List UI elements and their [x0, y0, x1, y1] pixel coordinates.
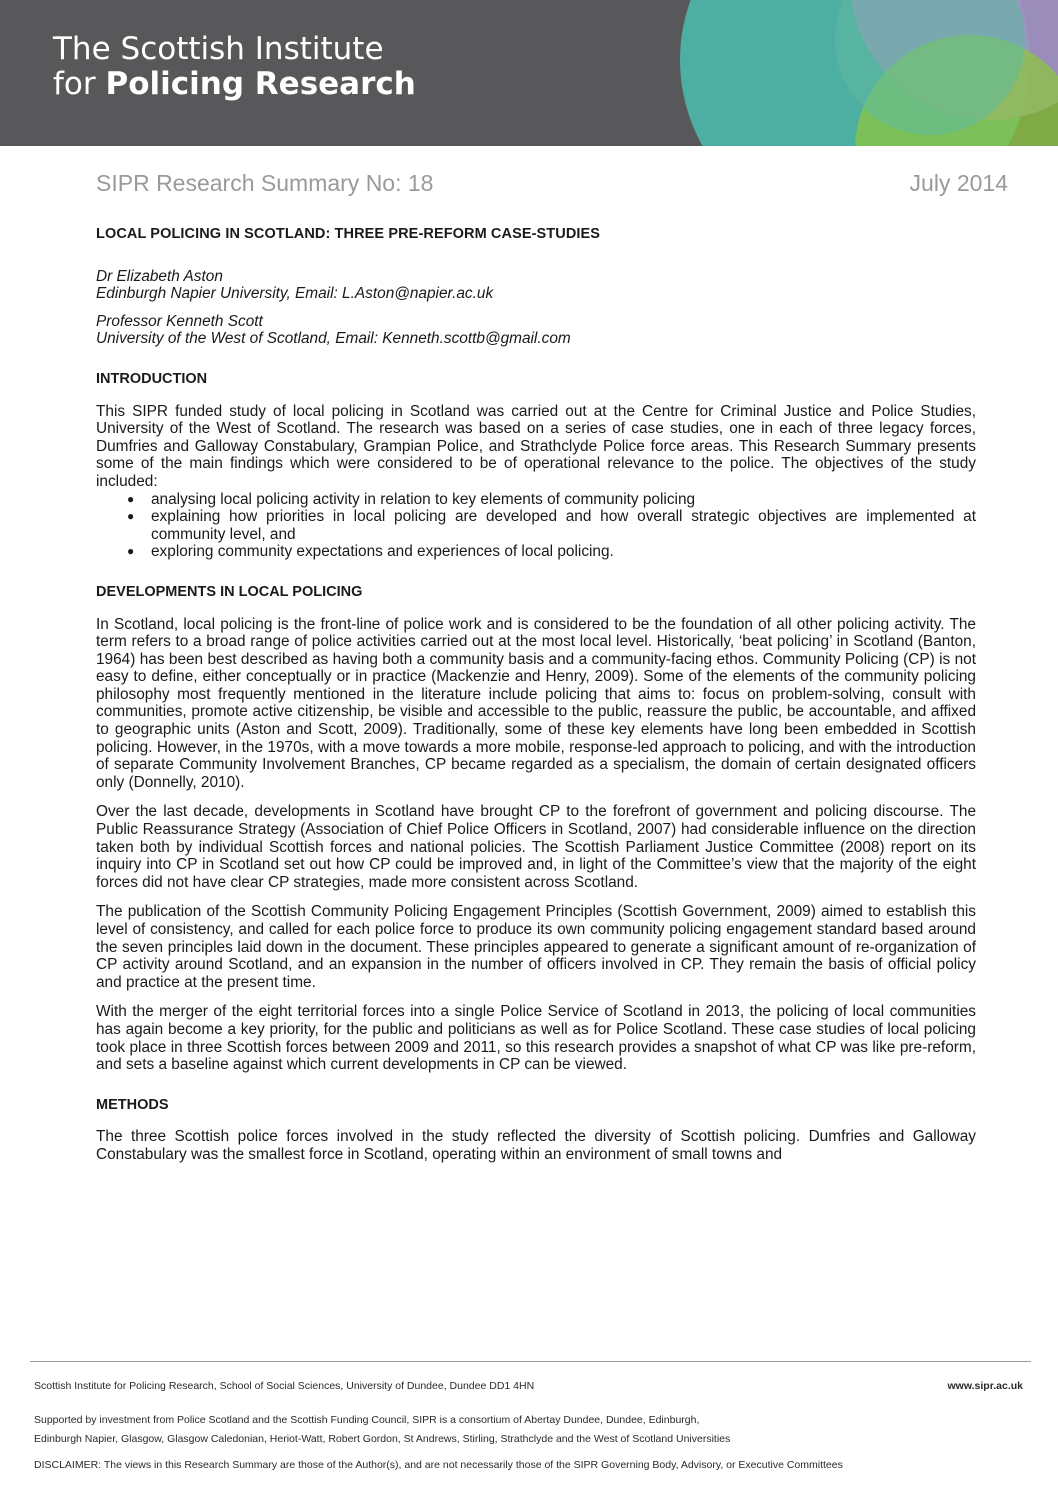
org-name-line2-prefix: for	[53, 65, 106, 102]
section-heading-introduction: INTRODUCTION	[96, 370, 208, 387]
footer-support-text	[34, 1411, 1029, 1449]
author-affiliation: Edinburgh Napier University, Email: L.Aston@napier.ac.uk	[96, 285, 494, 303]
footer-disclaimer: DISCLAIMER: The views in this Research Summary are those of the Author(s), and are not necessarily those of the SIPR Governing Body, Advisory, or Executive Committees	[34, 1459, 843, 1471]
author-block	[96, 313, 976, 348]
list-item-text: explaining how priorities in local policing are developed and how overall strategic objectives are implemented at community level, and	[151, 508, 976, 543]
author-affiliation: University of the West of Scotland, Email: Kenneth.scottb@gmail.com	[96, 330, 571, 348]
series-label: SIPR Research Summary No: 18	[96, 170, 434, 196]
footer-support-line: Supported by investment from Police Scotland and the Scottish Funding Council, SIPR is a consortium of Abertay Dundee, Dundee, Edinburgh,	[34, 1414, 700, 1426]
bullet-icon: ●	[127, 509, 135, 524]
list-item-text: exploring community expectations and experiences of local policing.	[151, 543, 614, 561]
developments-paragraph: The publication of the Scottish Community Policing Engagement Principles (Scottish Government, 2009) aimed to establish this level of consistency, and called for each police force to produce its own community policing engagement standard based around the seven principles laid down in the document. These principles appeared to generate a significant amount of re-organization of CP activity around Scotland, and an expansion in the number of officers involved in CP. They remain the basis of official policy and practice at the present time.	[96, 903, 976, 991]
author-block	[96, 268, 976, 303]
document-body	[96, 226, 976, 1176]
org-name-line1: The Scottish Institute	[53, 31, 384, 67]
footer-divider	[30, 1361, 1031, 1362]
methods-paragraph: The three Scottish police forces involved in the study reflected the diversity of Scottish policing. Dumfries and Galloway Constabulary was the smallest force in Scotland, operating within an environment of small towns and	[96, 1128, 976, 1163]
document-title: LOCAL POLICING IN SCOTLAND: THREE PRE-REFORM CASE-STUDIES	[96, 226, 601, 242]
org-name-line2-bold: Policing Research	[105, 65, 416, 102]
org-logotype	[53, 32, 416, 101]
series-date: July 2014	[909, 170, 1008, 196]
developments-paragraph: With the merger of the eight territorial forces into a single Police Service of Scotland in 2013, the policing of local communities has again become a key priority, for the public and politicians as well as for Police Scotland. These case studies of local policing took place in three Scottish forces between 2009 and 2011, so this research provides a snapshot of what CP was like pre-reform, and sets a baseline against which current developments in CP can be viewed.	[96, 1003, 976, 1074]
list-item-text: analysing local policing activity in relation to key elements of community policing	[151, 490, 696, 508]
footer-address: Scottish Institute for Policing Research, School of Social Sciences, University of Dundee, Dundee DD1 4HN	[34, 1380, 535, 1392]
list-item	[127, 490, 976, 509]
section-heading-developments: DEVELOPMENTS IN LOCAL POLICING	[96, 583, 363, 600]
header-banner	[0, 0, 1058, 146]
series-line	[96, 170, 1008, 202]
footer-website-link[interactable]: www.sipr.ac.uk	[947, 1380, 1023, 1392]
footer-support-line: Edinburgh Napier, Glasgow, Glasgow Caledonian, Heriot-Watt, Robert Gordon, St Andrews, Stirling, Strathclyde and the West of Scotland Universities	[34, 1433, 731, 1445]
introduction-paragraph: This SIPR funded study of local policing in Scotland was carried out at the Centre for Criminal Justice and Police Studies, University of the West of Scotland. The research was based on a series of case studies, one in each of three legacy forces, Dumfries and Galloway Constabulary, Grampian Police, and Strathclyde Police force areas. This Research Summary presents some of the main findings which were considered to be of operational relevance to the police. The objectives of the study included:	[96, 402, 976, 490]
list-item	[127, 508, 976, 543]
author-name: Dr Elizabeth Aston	[96, 267, 223, 285]
developments-paragraph: Over the last decade, developments in Scotland have brought CP to the forefront of government and policing discourse. The Public Reassurance Strategy (Association of Chief Police Officers in Scotland, 2007) had considerable influence on the direction taken both by individual Scottish forces and national policies. The Scottish Parliament Justice Committee (2008) report on its inquiry into CP in Scotland set out how CP could be improved and, in light of the Committee’s view that the majority of the eight forces did not have clear CP strategies, made more consistent across Scotland.	[96, 803, 976, 891]
developments-paragraph: In Scotland, local policing is the front-line of police work and is considered to be the foundation of all other policing activity. The term refers to a broad range of police activities carried out at the most local level. Historically, ‘beat policing’ in Scotland (Banton, 1964) has been best described as having both a community basis and a community-facing ethos. Community Policing (CP) is not easy to define, either conceptually or in practice (Mackenzie and Henry, 2009). Some of the elements of the community policing philosophy most frequently mentioned in the literature include policing that aims to: focus on problem-solving, consult with communities, promote active citizenship, be visible and accessible to the public, reassure the public, be accountable, and affixed to geographic units (Aston and Scott, 2009). Traditionally, some of these key elements have long been embedded in Scottish policing. However, in the 1970s, with a move towards a more mobile, response-led approach to policing, and with the introduction of separate Community Involvement Branches, CP became regarded as a specialism, the domain of certain designated officers only (Donnelly, 2010).	[96, 615, 976, 791]
org-name-line2	[53, 67, 416, 102]
bullet-icon: ●	[127, 491, 135, 506]
decorative-circles-graphic	[640, 0, 1058, 146]
section-heading-methods: METHODS	[96, 1096, 169, 1113]
author-name: Professor Kenneth Scott	[96, 312, 263, 330]
bullet-icon: ●	[127, 544, 135, 559]
list-item	[127, 543, 976, 561]
objectives-list	[96, 491, 976, 561]
